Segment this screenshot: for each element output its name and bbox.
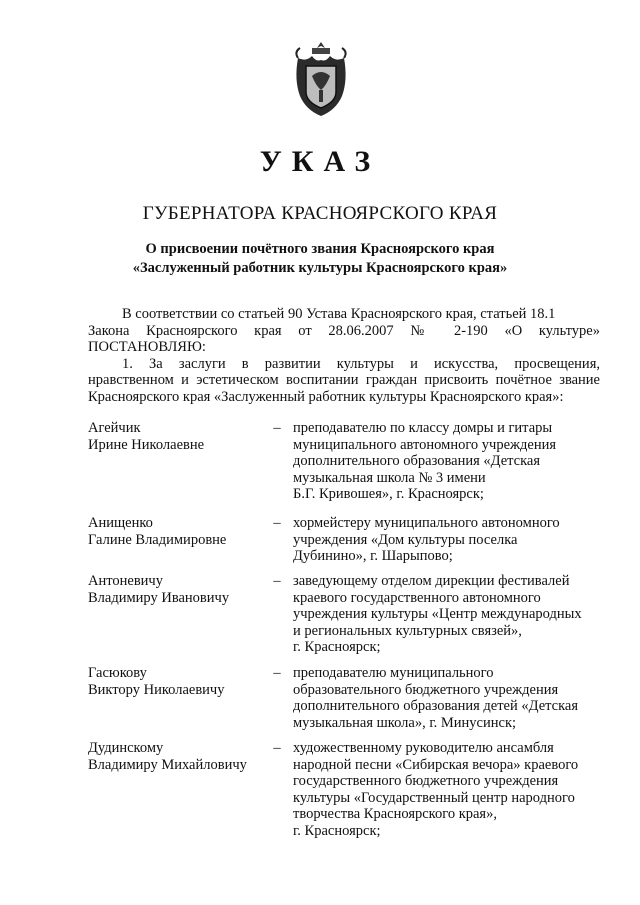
description-line: музыкальная школа № 3 имени: [293, 469, 486, 486]
awardee-given-name: Ирине Николаевне: [88, 436, 205, 453]
awardee-description: [293, 740, 601, 839]
awardee-surname: Гасюкову: [88, 665, 147, 681]
preamble-line: ПОСТАНОВЛЯЮ:: [88, 339, 206, 355]
awardee-given-name: Галине Владимировне: [88, 531, 227, 548]
heading-line: «Заслуженный работник культуры Красноярского края»: [132, 260, 508, 276]
awardee-name: [88, 515, 268, 548]
description-line: народной песни «Сибирская вечора» краевого: [293, 756, 579, 773]
description-line: преподавателю муниципального: [293, 665, 494, 681]
description-line: художественному руководителю ансамбля: [293, 740, 554, 756]
awardee-surname: Антоневичу: [88, 573, 163, 589]
description-line: г. Красноярск;: [293, 822, 381, 839]
awardee-name: [88, 573, 268, 606]
clause-line: нравственном и эстетическом воспитании граждан присвоить почётное звание: [88, 372, 600, 388]
description-line: Дубинино», г. Шарыпово;: [293, 548, 453, 564]
awardee-dash: –: [273, 515, 281, 531]
preamble-line: В соответствии со статьей 90 Устава Красноярского края, статьей 18.1: [122, 306, 556, 322]
description-line: дополнительного образования «Детская: [293, 453, 541, 469]
description-line: творчества Красноярского края»,: [293, 806, 497, 822]
description-line: и региональных культурных связей»,: [293, 622, 522, 639]
awardee-name: [88, 420, 268, 453]
document-title: УКАЗ: [259, 145, 381, 178]
description-line: хормейстеру муниципального автономного: [293, 515, 560, 531]
awardee-given-name: Виктору Николаевичу: [88, 681, 225, 698]
awardee-surname: Дудинскому: [88, 740, 164, 756]
awardee-dash: –: [273, 665, 281, 681]
clause-line: Красноярского края «Заслуженный работник культуры Красноярского края»:: [88, 388, 564, 405]
description-line: заведующему отделом дирекции фестивалей: [293, 573, 570, 589]
awardee-given-name: Владимиру Ивановичу: [88, 589, 230, 606]
heading-line: О присвоении почётного звания Красноярского края: [145, 241, 495, 257]
coat-of-arms-emblem-icon: [292, 40, 350, 120]
awardee-description: [293, 665, 601, 731]
description-line: г. Красноярск;: [293, 639, 381, 655]
decree-heading: [0, 240, 640, 278]
description-line: учреждения культуры «Центр международных: [293, 606, 582, 622]
awardee-dash: –: [273, 740, 281, 756]
document-subtitle: ГУБЕРНАТОРА КРАСНОЯРСКОГО КРАЯ: [142, 203, 498, 224]
description-line: культуры «Государственный центр народного: [293, 789, 575, 806]
description-line: дополнительного образования детей «Детская: [293, 698, 579, 714]
clause-line: 1. За заслуги в развитии культуры и искусства, просвещения,: [122, 355, 600, 372]
awardee-description: [293, 515, 601, 565]
preamble-line: Закона Красноярского края от 28.06.2007 № 2-190 «О культуре»: [88, 322, 600, 339]
awardee-description: [293, 420, 601, 503]
awardee-dash: –: [273, 573, 281, 589]
description-line: образовательного бюджетного учреждения: [293, 681, 559, 698]
awardee-given-name: Владимиру Михайловичу: [88, 756, 247, 773]
description-line: учреждения «Дом культуры поселка: [293, 531, 518, 548]
description-line: краевого государственного автономного: [293, 589, 541, 606]
awardee-surname: Агейчик: [88, 420, 141, 436]
description-line: Б.Г. Кривошея», г. Красноярск;: [293, 486, 484, 502]
description-line: государственного бюджетного учреждения: [293, 773, 559, 789]
awardee-name: [88, 665, 268, 698]
awardee-surname: Анищенко: [88, 515, 153, 531]
awardee-dash: –: [273, 420, 281, 436]
awardee-description: [293, 573, 601, 656]
description-line: преподавателю по классу домры и гитары: [293, 420, 553, 436]
decree-body: [88, 306, 600, 405]
description-line: муниципального автономного учреждения: [293, 436, 557, 453]
description-line: музыкальная школа», г. Минусинск;: [293, 714, 517, 731]
awardee-name: [88, 740, 268, 773]
